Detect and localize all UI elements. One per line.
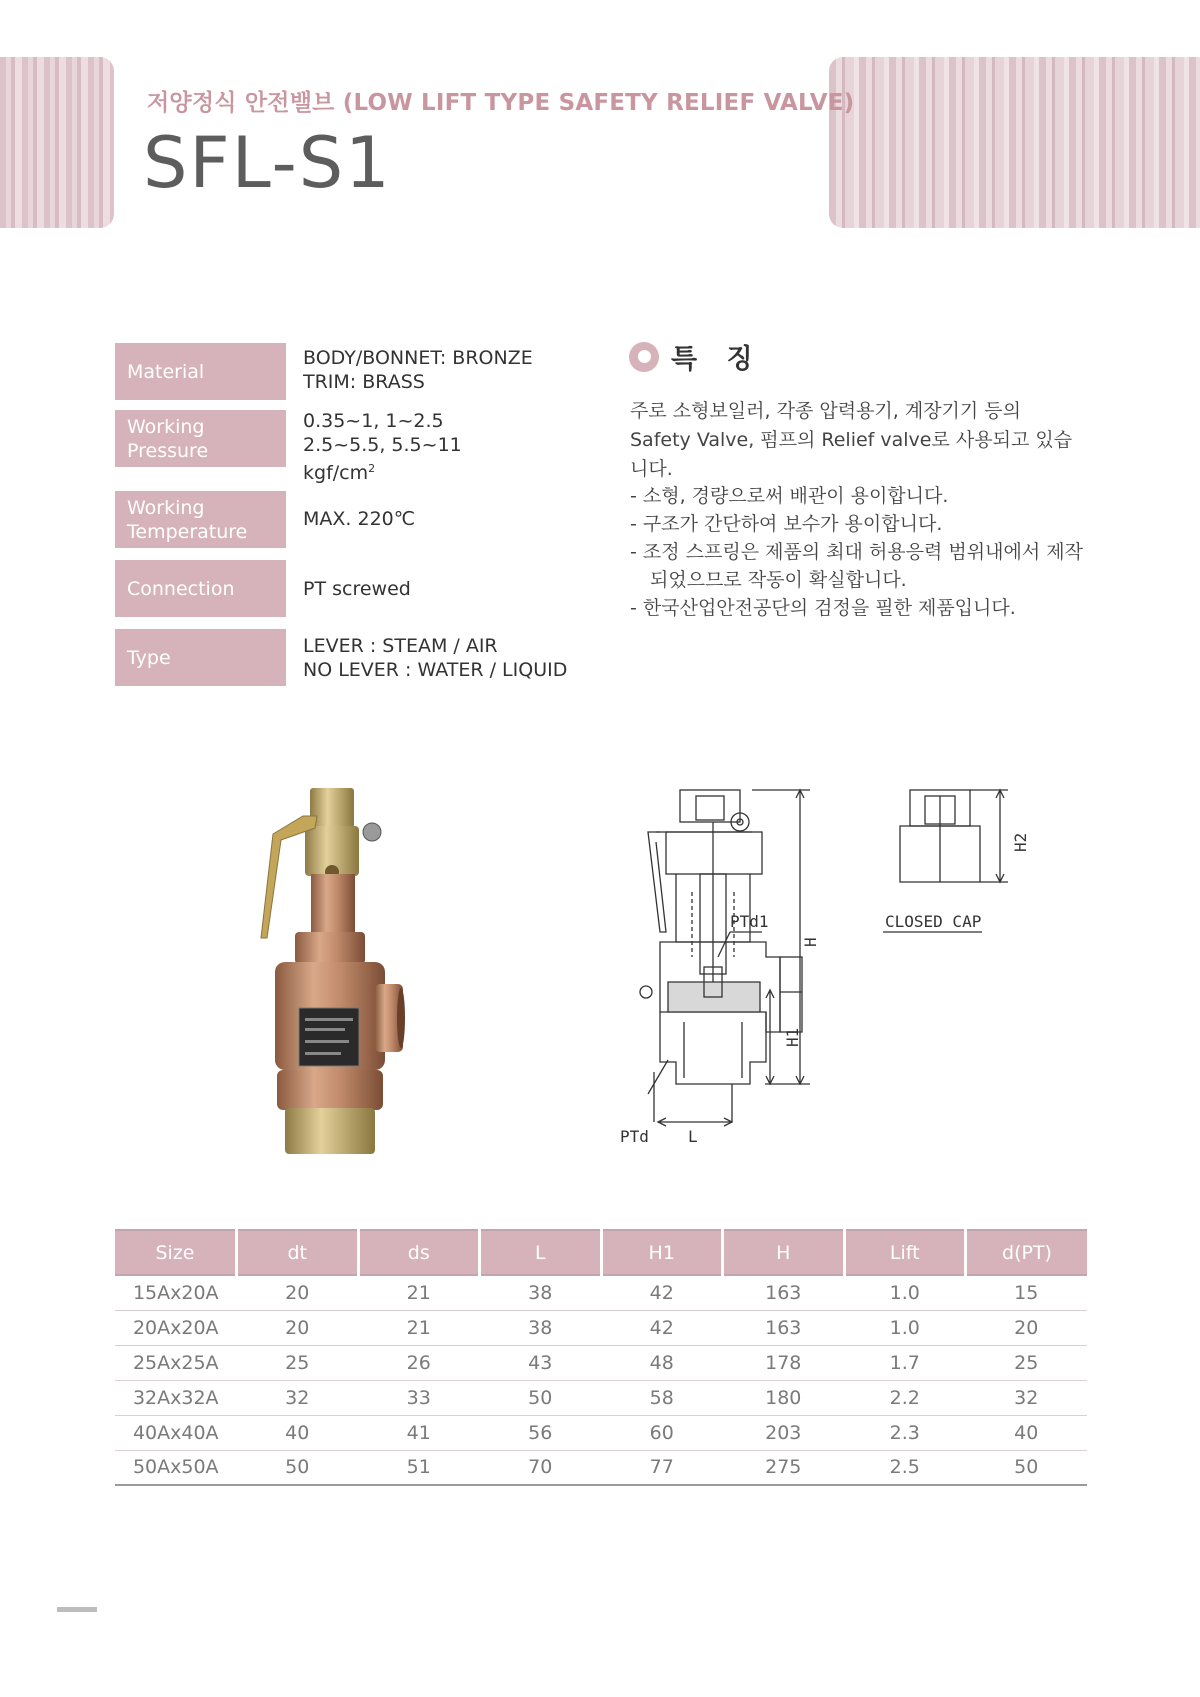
table-cell: 20 (237, 1275, 359, 1310)
column-header: ds (358, 1230, 480, 1275)
spec-label-working-temperature: Working Temperature (115, 491, 286, 548)
table-cell: 180 (723, 1380, 845, 1415)
table-cell: 38 (480, 1310, 602, 1345)
list-item: - 한국산업안전공단의 검정을 필한 제품입니다. (630, 597, 1016, 619)
spec-value-type: LEVER : STEAM / AIR NO LEVER : WATER / LIQUID (303, 635, 568, 681)
h-dimension-label: H (801, 937, 820, 947)
features-description: 주로 소형보일러, 각종 압력용기, 계장기기 등의 Safety Valve, 펌프의 Relief valve로 사용되고 있습니다. (630, 400, 1073, 480)
table-cell: 32Ax32A (115, 1380, 237, 1415)
list-item: - 구조가 간단하여 보수가 용이합니다. (630, 513, 943, 535)
table-cell: 50Ax50A (115, 1450, 237, 1485)
table-row (115, 1275, 1087, 1310)
table-row (115, 1450, 1087, 1485)
table-cell: 163 (723, 1275, 845, 1310)
table-cell: 275 (723, 1450, 845, 1485)
table-cell: 15Ax20A (115, 1275, 237, 1310)
column-header: Lift (844, 1230, 966, 1275)
table-cell: 32 (966, 1380, 1088, 1415)
column-header: Size (115, 1230, 237, 1275)
table-cell: 60 (601, 1415, 723, 1450)
spec-value-connection: PT screwed (303, 578, 411, 600)
table-cell: 41 (358, 1415, 480, 1450)
table-cell: 77 (601, 1450, 723, 1485)
table-cell: 26 (358, 1345, 480, 1380)
table-cell: 2.5 (844, 1450, 966, 1485)
table-cell: 56 (480, 1415, 602, 1450)
table-cell: 20Ax20A (115, 1310, 237, 1345)
table-cell: 50 (237, 1450, 359, 1485)
features-list (630, 482, 1087, 622)
table-cell: 203 (723, 1415, 845, 1450)
table-cell: 32 (237, 1380, 359, 1415)
size-table (115, 1229, 1087, 1486)
table-cell: 42 (601, 1275, 723, 1310)
table-row (115, 1380, 1087, 1415)
table-row (115, 1310, 1087, 1345)
table-cell: 1.7 (844, 1345, 966, 1380)
technical-drawing (620, 782, 1080, 1162)
table-cell: 15 (966, 1275, 1088, 1310)
table-cell: 51 (358, 1450, 480, 1485)
column-header: d(PT) (966, 1230, 1088, 1275)
header-decor-left (0, 57, 114, 228)
table-cell: 20 (966, 1310, 1088, 1345)
ptd-label: PTd (620, 1127, 649, 1146)
table-cell: 25 (966, 1345, 1088, 1380)
list-item: - 소형, 경량으로써 배관이 용이합니다. (630, 485, 949, 507)
header-decor-right (829, 57, 1200, 228)
spec-label-material: Material (115, 343, 286, 400)
table-cell: 20 (237, 1310, 359, 1345)
table-row (115, 1345, 1087, 1380)
table-cell: 2.2 (844, 1380, 966, 1415)
h1-dimension-label: H1 (783, 1027, 802, 1047)
table-cell: 42 (601, 1310, 723, 1345)
table-cell: 70 (480, 1450, 602, 1485)
table-cell: 48 (601, 1345, 723, 1380)
column-header: L (480, 1230, 602, 1275)
h2-dimension-label: H2 (1011, 832, 1030, 852)
table-cell: 163 (723, 1310, 845, 1345)
spec-label-working-pressure: Working Pressure (115, 410, 286, 467)
table-cell: 40Ax40A (115, 1415, 237, 1450)
spec-label-connection: Connection (115, 560, 286, 617)
table-cell: 1.0 (844, 1275, 966, 1310)
bullet-circle-icon (629, 342, 659, 372)
spec-value-working-pressure: 0.35~1, 1~2.5 2.5~5.5, 5.5~11 kgf/$cm^2$ (303, 410, 462, 484)
table-cell: 40 (237, 1415, 359, 1450)
table-cell: 43 (480, 1345, 602, 1380)
spec-label-type: Type (115, 629, 286, 686)
features-title: 특 징 (671, 344, 763, 375)
product-model: SFL-S1 (143, 122, 392, 204)
table-cell: 21 (358, 1310, 480, 1345)
table-cell: 2.3 (844, 1415, 966, 1450)
table-cell: 33 (358, 1380, 480, 1415)
spec-value-working-temperature: MAX. 220℃ (303, 508, 416, 530)
table-cell: 58 (601, 1380, 723, 1415)
features-heading (629, 337, 763, 376)
table-cell: 50 (480, 1380, 602, 1415)
table-row (115, 1415, 1087, 1450)
table-cell: 38 (480, 1275, 602, 1310)
table-cell: 25 (237, 1345, 359, 1380)
column-header: dt (237, 1230, 359, 1275)
table-cell: 50 (966, 1450, 1088, 1485)
product-subtitle: 저양정식 안전밸브 (LOW LIFT TYPE SAFETY RELIEF VALVE) (147, 90, 855, 116)
valve-photo (255, 788, 425, 1158)
table-cell: 1.0 (844, 1310, 966, 1345)
closed-cap-label: CLOSED CAP (885, 912, 982, 931)
column-header: H (723, 1230, 845, 1275)
table-cell: 178 (723, 1345, 845, 1380)
column-header: H1 (601, 1230, 723, 1275)
page-marker (57, 1607, 97, 1612)
spec-value-material: BODY/BONNET: BRONZE TRIM: BRASS (303, 347, 533, 393)
ptd1-label: PTd1 (730, 912, 769, 931)
list-item: - 조정 스프링은 제품의 최대 허용응력 범위내에서 제작되었으므로 작동이 확실합니다. (630, 541, 1083, 591)
table-cell: 21 (358, 1275, 480, 1310)
table-cell: 40 (966, 1415, 1088, 1450)
table-cell: 25Ax25A (115, 1345, 237, 1380)
table-header-row (115, 1230, 1087, 1275)
l-dimension-label: L (688, 1127, 698, 1146)
